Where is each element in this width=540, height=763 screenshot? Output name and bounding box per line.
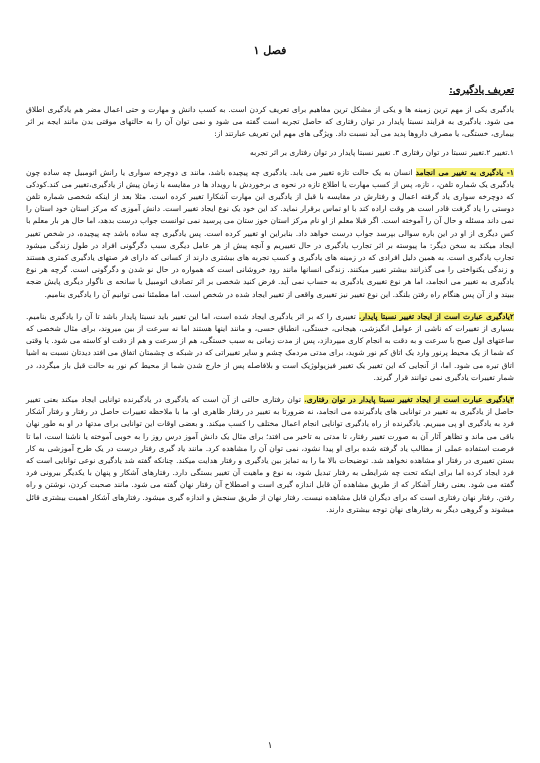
paragraph-capacity (26, 394, 514, 516)
highlight-lead-3: ۳یادگیری عبارت است از ایجاد تغییر نسبتا پایدار در توان رفتاری. (304, 395, 515, 405)
intro-paragraph: یادگیری یکی از مهم ترین زمینه ها و یکی از مشکل ترین مفاهیم برای تعریف کردن است. به کسب دانش و مهارت و حتی اعمال مضر هم یادگیری اطلاق می شود. یادگیری به فرایند نسبتا پایدار در توان رفتاری که حاصل تجربه است گفته می شود و نمی توان آن را به حالتهای موقتی بدن مانند ایجه بر اثر بیماری، خستگی، یا مصرف داروها پدید می آید نسبت داد. ویژگی های مهم این تعریف عبارتند از: (26, 105, 514, 139)
paragraph-stable-body: تغییری را که بر اثر یادگیری ایجاد شده است، اما این تغییر باید نسبتا پایدار باشد تا آن را یادگیری بنامیم. بسیاری از تغییرات که ناشی از عوامل انگیزشی، هیجانی، خستگی، انطباق حسی، و مانند اینها هستند اما نه سرعت از بین میروند، برای مثال شخصی که ساعتهای اول صبح با سرعت و به دقت به انجام کاری میپردازد، پس از مدت زمانی به سبب خستگی، هم از سرعت و هم از دقت او کاسته می شود. یا وقتی که شما از یک محیط پرنور وارد یک اتاق کم نور شوید، برای مدتی مردمک چشم و سایر تغییراتی که در شبکه ی چشمتان اتفاق می افتد دیدتان نسبت به اشیا اتاق تیره می شود. اما، از آنجایی که این تغییر یک تغییر فیزیولوژیک است و بلافاصله پس از خارج شدن شما از محیط کم نور به حالت قبل باز میگردد، در شمار تغییرات یادگیری نمی توانند قرار گیرند. (26, 311, 514, 382)
chapter-title: فصل ۱ (253, 44, 287, 57)
highlight-lead-1: ۱- یادگیری به تغییر می انجامد (415, 167, 515, 177)
section-heading (26, 85, 514, 96)
page-number: ۱ (267, 741, 273, 751)
properties-list: ۱.تغییر ۲.تغییر نسبتا در توان رفتاری ۳. تغییر نسبتا پایدار در توان رفتاری بر اثر تجربه (250, 147, 514, 157)
highlight-lead-2: ۲یادگیری عبارت است از ایجاد تغییر نسبتا پایدار. (358, 311, 514, 321)
paragraph-capacity-body: توان رفتاری حالتی از آن است که یادگیری در یادگیرنده توانایی ایجاد میکند بعنی تغییر حاصل از یادگیری به تغییر در توانایی های یادگیرنده می انجامد، نه ضرورتا به تغییر در رفتار ظاهری او. ما با ملاحظه تغییرات حاصل در رفتار و رفتار آشکار فرد به یادگیری او پی میبریم. یادگیرنده از راه یادگیری توانایی انجام اعمال مختلف را کسب میکند. و بعضی اوقات این توانایی برای مدتها در او به طور نهان باقی می ماند و تظاهر آثار آن به صورت تغییر رفتار، تا مدتی به تاخیر می افتد؛ برای مثال یک دانش آموز درس روز را به خوبی آموخته یا ناشنا است، اما تا فرصت استفاده عملی از مطالب یاد گرفته شده برای او پیدا نشود، نمی توان آن را مشاهده کرد. مانند یاد گیری رفتار درست در یک طرح آموزشی به کار بستن تغییری در رفتار او مشاهده نخواهد شد. توضیحات بالا ما را به تمایز بین یادگیری و رفتار هدایت میکند. چنانکه گفته شد یادگیری نوعی توانایی است که فرد ایجاد کرده اما برای اینکه تحت چه شرایطی به رفتار تبدیل شود، به نوع و ماهیت آن تغییر بستگی دارد. رفتارهای آشکار و پنهان با یکدیگر بیرونی فرد گفته می شود. بعنی رفتار آشکار که از طریق مشاهده آن قابل اندازه گیری است و اصطلاح آن رفتار نهان گفته می شود. مانند صحبت کردن، نوشتن و راه رفتن. رفتار نهان رفتاری است که برای دیگران قابل مشاهده نیست. رفتار نهان از طریق سنجش و اندازه گیری میشود. رفتارهای آشکار اهمیت بیشتری قائل میشوند و گروهی دیگر به رفتارهای نهان توجه بیشتری دارند. (26, 395, 514, 514)
paragraph-stable (26, 311, 514, 384)
section-heading-text: تعریف یادگیری: (449, 85, 514, 96)
paragraph-change (26, 167, 514, 301)
paragraph-change-body: انسان به یک حالت تازه تغییر می یابد. یادگیری چه پیچیده باشد، مانند ی دوچرخه سواری یا رانش اتومبیل چه ساده چون یادگیری یک شماره تلفن، ، تازه، پس از کسب مهارت یا اطلاع تازه در نحوه ی برخوردش با رویداد ها در مقایسه با زمان پیش از یادگیری،تغییر می کند.کودکی که دوچرخه سواری یاد گرفته اعمال و رفتارش در مقایسه با قبل از یادگیری این مهارت آشکارا تغییر کرده است. مثلا بعد از اینکه شخصی شماره تلفن دوستی را یاد گرفت قادر است هر وقت اراده کند با او تماس برقرار نماید. کد این خود یک نوع ایجاد تغییر است. دانش آموزی که مرکز استان خود استان را نمی داند مسئله و حال آن را آموخته است. اگر قبلا معلم از او نام مرکز استان خوز ستان می پرسید نمی توانست جواب درست بدهد، اما حال هر بار معلم با کس دیگری از او در این باره سوالی بپرسد جواب درست خواهد داد. بنابراین او تغییر کرده است. پس یادگیری چه ساده باشد چه پیچیده، در شخص تغییر ایجاد میکند به سخن دیگر: ما پیوسته بر اثر تجارب یادگیری در حال تغییریم و آنچه پیش از هر عامل دیگری سبب دگرگونی افراد در طول زندگی میشود تجارب یادگیری است. به همین دلیل افرادی که در زمینه های یادگیری و کسب تجربه های بیشتری دارند از کسانی که دارای فر صتهای یادگیری کمتری هستند و زندگی یکنواختی را می گذرانند بیشتر تغییر میکنند. زندگی انسانها مانند رود خروشانی است که همواره در حال نو شدن و دگرگونی است. گرچه هر نوع یادگیری به تغییر می انجامد، اما هر نوع تغییری یادگیری به حساب نمی آید. فرض کنید شخصی بر اثر تصادف اتومبیل یا سانحه ی ناگوار دیگری پایش ضجه ببیند و از آن پس هنگام راه رفتن بلنگد. این نوع تغییر نیز تغییری واقعی از تغییر ایجاد شده در شخص است. اما مطمئنا نمی توانیم آن را یادگیری بنامیم. (26, 167, 514, 299)
